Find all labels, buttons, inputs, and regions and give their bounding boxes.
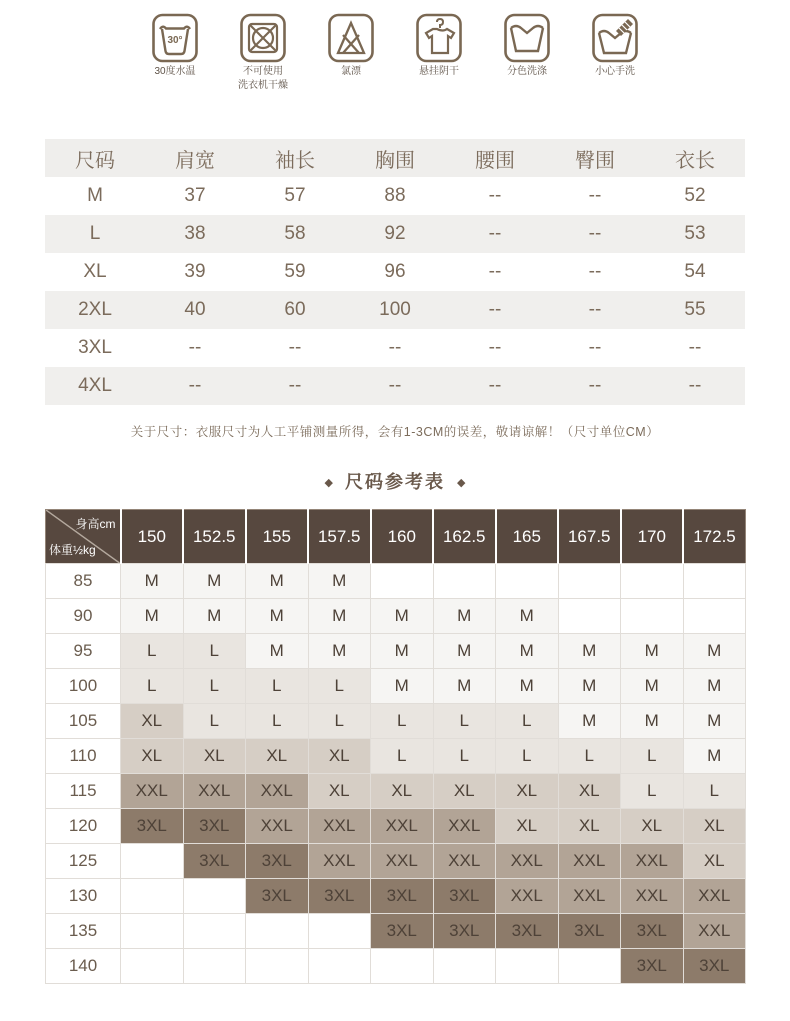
size-cell: XL [496, 809, 559, 844]
size-cell: XXL [246, 774, 309, 809]
size-cell: XL [371, 774, 434, 809]
size-cell: XXL [433, 844, 496, 879]
care-item-hand-wash [571, 13, 659, 92]
weight-row-label: 140 [46, 949, 121, 984]
size-table-header: 臀围 [545, 139, 645, 177]
size-cell: XXL [621, 844, 684, 879]
size-table-header: 腰围 [445, 139, 545, 177]
size-cell: XXL [496, 879, 559, 914]
diamond-icon: ◆ [324, 477, 333, 489]
height-column-header: 170 [621, 510, 684, 564]
reference-header-row [46, 510, 746, 564]
size-table-cell: -- [288, 337, 302, 358]
size-cell [621, 599, 684, 634]
size-cell [558, 599, 621, 634]
height-column-header: 157.5 [308, 510, 371, 564]
size-cell: XXL [308, 844, 371, 879]
size-cell: L [246, 669, 309, 704]
size-cell: M [308, 634, 371, 669]
weight-row-label: 90 [46, 599, 121, 634]
size-table-row [45, 215, 745, 253]
size-cell: L [433, 739, 496, 774]
hand-wash-icon [592, 13, 638, 63]
reference-row [46, 599, 746, 634]
care-item-separate-wash [483, 13, 571, 92]
weight-row-label: 115 [46, 774, 121, 809]
size-cell: M [121, 599, 184, 634]
size-cell: M [246, 599, 309, 634]
size-cell: M [183, 599, 246, 634]
size-cell: 3XL [246, 879, 309, 914]
size-cell [496, 564, 559, 599]
size-table-cell: 2XL [78, 299, 112, 320]
size-cell: XXL [558, 879, 621, 914]
size-cell: M [246, 634, 309, 669]
size-cell: XL [496, 774, 559, 809]
size-cell [308, 914, 371, 949]
size-table-cell: 58 [284, 223, 306, 244]
size-cell: M [246, 564, 309, 599]
size-cell: M [621, 634, 684, 669]
size-cell: 3XL [496, 914, 559, 949]
size-cell: 3XL [183, 844, 246, 879]
height-column-header: 150 [121, 510, 184, 564]
height-column-header: 162.5 [433, 510, 496, 564]
reference-row [46, 774, 746, 809]
size-table-cell: -- [388, 337, 402, 358]
height-column-header: 165 [496, 510, 559, 564]
size-table-cell: -- [288, 375, 302, 396]
size-cell: XL [683, 844, 746, 879]
size-table-cell: 57 [284, 185, 306, 206]
reference-row [46, 669, 746, 704]
size-cell: XXL [371, 809, 434, 844]
size-cell: 3XL [621, 949, 684, 984]
size-table-cell: 37 [184, 185, 206, 206]
size-cell: L [183, 634, 246, 669]
size-table-cell: -- [688, 337, 702, 358]
care-item-wash-30 [131, 13, 219, 92]
height-column-header: 155 [246, 510, 309, 564]
weight-row-label: 105 [46, 704, 121, 739]
size-cell: XL [683, 809, 746, 844]
weight-row-label: 100 [46, 669, 121, 704]
size-cell: XL [308, 774, 371, 809]
size-cell: XL [183, 739, 246, 774]
size-cell: L [621, 739, 684, 774]
size-table-row [45, 177, 745, 215]
size-cell: 3XL [621, 914, 684, 949]
size-cell: M [558, 669, 621, 704]
size-cell: L [371, 704, 434, 739]
weight-row-label: 120 [46, 809, 121, 844]
size-table-cell: 92 [384, 223, 406, 244]
size-cell: XL [121, 739, 184, 774]
care-label: 小心手洗 [595, 66, 635, 77]
size-table-cell: -- [588, 299, 602, 320]
size-cell: M [371, 599, 434, 634]
size-cell: M [433, 599, 496, 634]
size-cell [433, 949, 496, 984]
size-cell: L [308, 669, 371, 704]
size-table-row [45, 329, 745, 367]
corner-cell [46, 510, 121, 564]
size-table-cell: -- [588, 375, 602, 396]
size-cell: L [246, 704, 309, 739]
size-cell [496, 949, 559, 984]
size-cell: XL [621, 809, 684, 844]
weight-row-label: 125 [46, 844, 121, 879]
size-cell: 3XL [683, 949, 746, 984]
size-cell: L [183, 704, 246, 739]
size-cell: XXL [683, 914, 746, 949]
size-cell [246, 949, 309, 984]
size-cell: L [496, 704, 559, 739]
size-table-cell: 60 [284, 299, 306, 320]
size-cell [183, 949, 246, 984]
size-cell: M [308, 564, 371, 599]
weight-row-label: 85 [46, 564, 121, 599]
size-table-row [45, 253, 745, 291]
size-table-cell: 4XL [78, 375, 112, 396]
size-cell [371, 564, 434, 599]
size-table-cell: M [87, 185, 103, 206]
size-table-cell: 55 [684, 299, 706, 320]
size-table-row [45, 367, 745, 405]
size-cell: 3XL [371, 879, 434, 914]
height-column-header: 160 [371, 510, 434, 564]
reference-table-title [0, 468, 790, 494]
size-cell: 3XL [558, 914, 621, 949]
size-table-cell: 88 [384, 185, 406, 206]
size-cell: M [558, 634, 621, 669]
size-cell: M [183, 564, 246, 599]
reference-row [46, 949, 746, 984]
size-cell: M [433, 634, 496, 669]
size-cell [308, 949, 371, 984]
corner-weight-label: 体重½kg [49, 543, 96, 557]
size-cell: M [621, 704, 684, 739]
height-column-header: 152.5 [183, 510, 246, 564]
size-table-cell: 39 [184, 261, 206, 282]
size-cell: M [621, 669, 684, 704]
size-cell [183, 914, 246, 949]
size-table-cell: 100 [379, 299, 411, 320]
size-cell [558, 564, 621, 599]
reference-row [46, 914, 746, 949]
size-cell: XXL [683, 879, 746, 914]
size-table-cell: L [89, 223, 101, 244]
reference-row [46, 564, 746, 599]
size-table-cell: 38 [184, 223, 206, 244]
size-table-cell: -- [488, 261, 502, 282]
care-item-no-bleach [307, 13, 395, 92]
size-cell: L [371, 739, 434, 774]
weight-row-label: 95 [46, 634, 121, 669]
reference-row [46, 844, 746, 879]
size-table-cell: -- [688, 375, 702, 396]
size-cell: M [121, 564, 184, 599]
care-label: 30度水温 [154, 66, 196, 77]
size-cell: XL [558, 774, 621, 809]
reference-row [46, 704, 746, 739]
height-column-header: 167.5 [558, 510, 621, 564]
size-table-cell: -- [588, 185, 602, 206]
size-cell: M [683, 669, 746, 704]
size-table-cell: 59 [284, 261, 306, 282]
reference-row [46, 634, 746, 669]
size-cell: L [496, 739, 559, 774]
size-table-cell: 53 [684, 223, 706, 244]
wash-30-degree-icon [152, 13, 198, 63]
size-table-cell: XL [83, 261, 107, 282]
size-cell: L [683, 774, 746, 809]
size-cell [683, 599, 746, 634]
svg-text:30°: 30° [167, 35, 183, 46]
care-item-hang-dry [395, 13, 483, 92]
size-cell: M [308, 599, 371, 634]
size-table-cell: -- [388, 375, 402, 396]
size-cell: M [433, 669, 496, 704]
size-cell: XL [121, 704, 184, 739]
size-cell: XL [558, 809, 621, 844]
care-label: 悬挂阴干 [419, 66, 459, 77]
size-table-header-row [45, 139, 745, 177]
size-cell: M [496, 599, 559, 634]
size-cell: XXL [496, 844, 559, 879]
size-cell: XL [433, 774, 496, 809]
weight-row-label: 110 [46, 739, 121, 774]
size-table-cell: 54 [684, 261, 706, 282]
size-cell [371, 949, 434, 984]
size-cell: L [433, 704, 496, 739]
size-cell [246, 914, 309, 949]
size-table [45, 139, 745, 405]
reference-row [46, 739, 746, 774]
size-cell [121, 879, 184, 914]
size-cell: M [683, 704, 746, 739]
size-cell: L [621, 774, 684, 809]
hang-dry-shade-icon [416, 13, 462, 63]
separate-color-wash-icon [504, 13, 550, 63]
size-cell: M [683, 634, 746, 669]
size-table-header: 袖长 [245, 139, 345, 177]
size-cell: L [183, 669, 246, 704]
size-cell: M [371, 634, 434, 669]
size-table-header: 衣长 [645, 139, 745, 177]
size-cell [433, 564, 496, 599]
size-cell: M [371, 669, 434, 704]
size-cell: XXL [121, 774, 184, 809]
size-cell [121, 844, 184, 879]
size-table-header: 胸围 [345, 139, 445, 177]
size-cell: XXL [371, 844, 434, 879]
size-table-row [45, 291, 745, 329]
size-cell: L [121, 669, 184, 704]
size-cell: XL [246, 739, 309, 774]
size-table-cell: -- [188, 337, 202, 358]
size-table-cell: 3XL [78, 337, 112, 358]
size-table-cell: 40 [184, 299, 206, 320]
size-cell: XXL [558, 844, 621, 879]
size-cell [621, 564, 684, 599]
size-cell: 3XL [433, 914, 496, 949]
size-cell: 3XL [433, 879, 496, 914]
size-table-cell: 52 [684, 185, 706, 206]
size-cell: 3XL [308, 879, 371, 914]
size-cell [121, 949, 184, 984]
weight-row-label: 130 [46, 879, 121, 914]
corner-height-label: 身高cm [75, 517, 116, 531]
size-cell: XXL [433, 809, 496, 844]
size-table-cell: 96 [384, 261, 406, 282]
size-table-cell: -- [188, 375, 202, 396]
size-reference-table [45, 509, 746, 984]
care-label: 氯漂 [341, 66, 361, 77]
weight-row-label: 135 [46, 914, 121, 949]
size-cell: L [308, 704, 371, 739]
height-column-header: 172.5 [683, 510, 746, 564]
size-cell: M [683, 739, 746, 774]
care-label: 分色洗涤 [507, 66, 547, 77]
size-cell: 3XL [246, 844, 309, 879]
size-table-cell: -- [488, 337, 502, 358]
size-cell [121, 914, 184, 949]
size-table-header: 肩宽 [145, 139, 245, 177]
size-table-cell: -- [588, 337, 602, 358]
no-machine-dry-icon [240, 13, 286, 63]
care-item-no-machine-dry [219, 13, 307, 92]
size-cell: M [496, 669, 559, 704]
size-cell: L [558, 739, 621, 774]
reference-title-text: 尺码参考表 [345, 472, 445, 492]
size-cell: 3XL [121, 809, 184, 844]
size-table-cell: -- [588, 261, 602, 282]
size-cell: XXL [621, 879, 684, 914]
size-cell: 3XL [183, 809, 246, 844]
size-table-cell: -- [588, 223, 602, 244]
size-cell: XXL [183, 774, 246, 809]
reference-row [46, 879, 746, 914]
size-cell [558, 949, 621, 984]
size-cell: M [558, 704, 621, 739]
diamond-icon: ◆ [457, 477, 466, 489]
size-cell [183, 879, 246, 914]
size-table-header: 尺码 [45, 139, 145, 177]
size-table-cell: -- [488, 185, 502, 206]
size-cell: 3XL [371, 914, 434, 949]
reference-row [46, 809, 746, 844]
size-cell: L [121, 634, 184, 669]
size-note: 关于尺寸：衣服尺寸为人工平铺测量所得，会有1-3CM的误差，敬请谅解！（尺寸单位CM） [130, 425, 660, 439]
care-instructions-row [0, 0, 790, 92]
size-cell: XL [308, 739, 371, 774]
size-cell: XXL [246, 809, 309, 844]
size-table-cell: -- [488, 299, 502, 320]
size-cell: M [496, 634, 559, 669]
size-cell: XXL [308, 809, 371, 844]
size-cell [683, 564, 746, 599]
no-bleach-icon [328, 13, 374, 63]
care-label: 不可使用 洗衣机干燥 [238, 66, 288, 91]
size-table-cell: -- [488, 223, 502, 244]
size-table-cell: -- [488, 375, 502, 396]
